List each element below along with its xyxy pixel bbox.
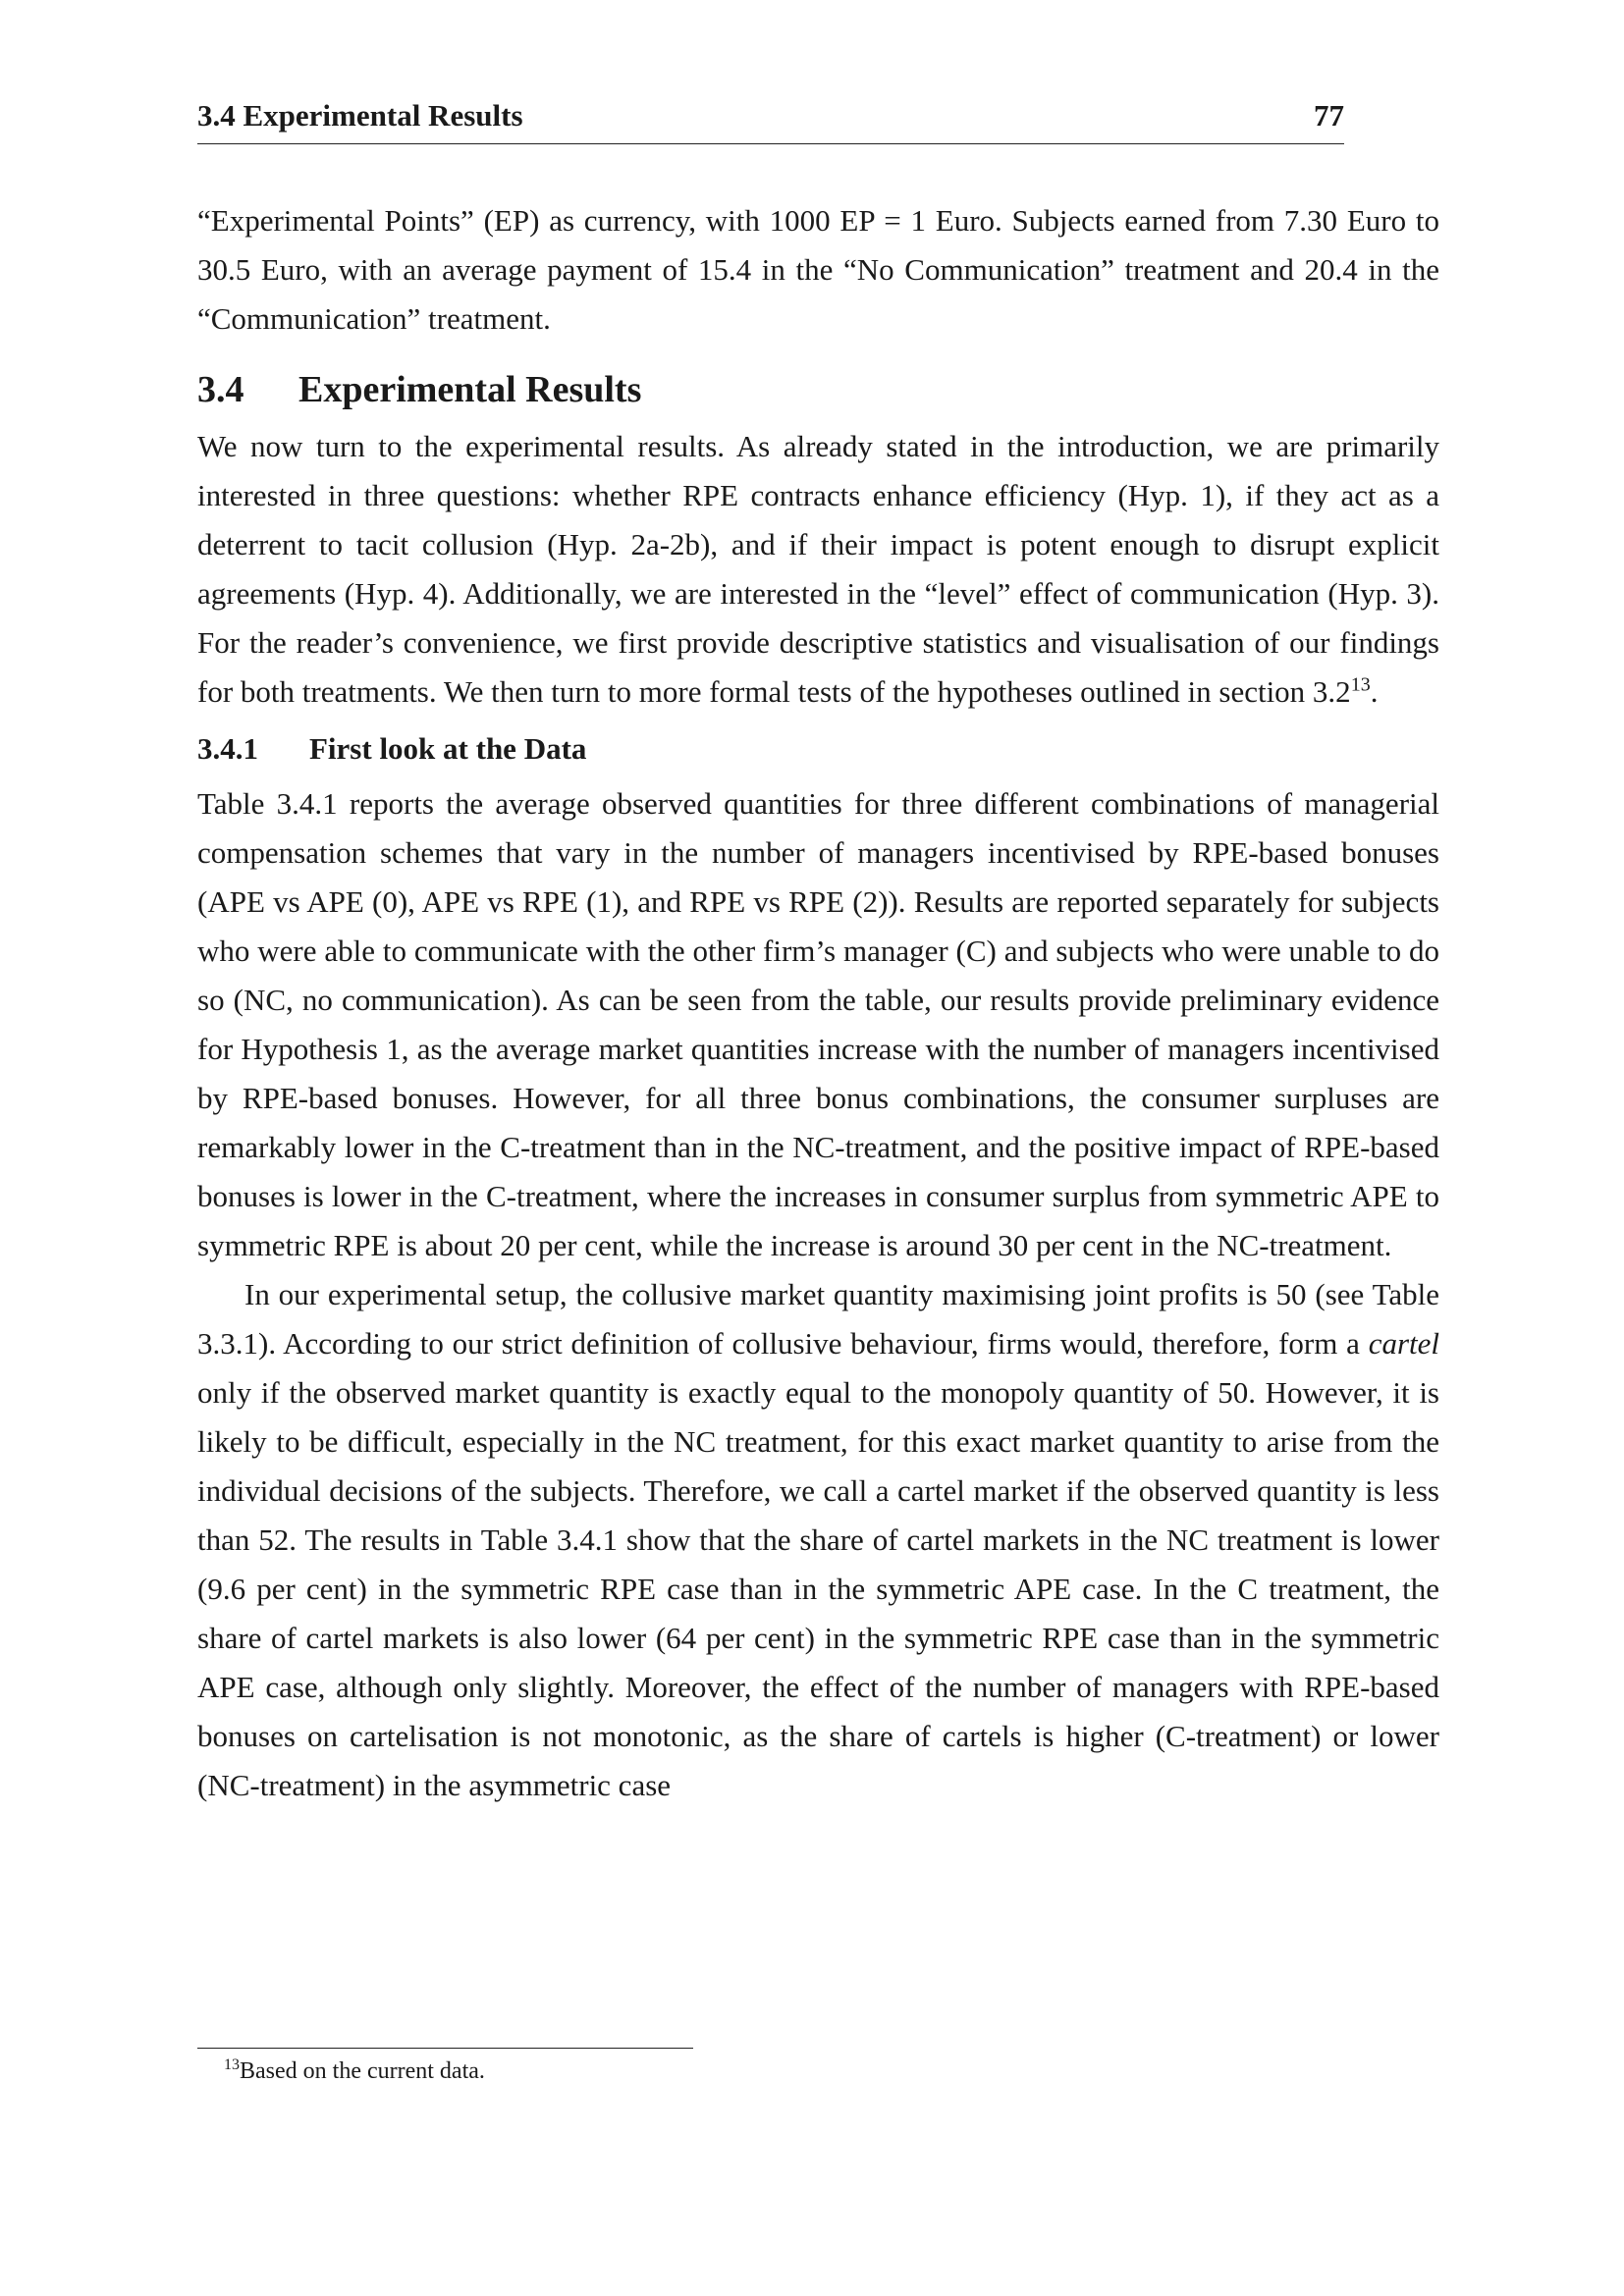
subsection-title: First look at the Data [309, 731, 587, 766]
subsection-paragraph-2 [197, 1270, 1439, 1810]
subsection-heading [197, 724, 1439, 774]
body-text [197, 196, 1439, 1810]
intro-paragraph: “Experimental Points” (EP) as currency, with 1000 EP = 1 Euro. Subjects earned from 7.30 Euro to 30.5 Euro, with an average payment of 15.4 in the “No Communication” treatment and 20.4 in the “Communication” treatment. [197, 203, 1439, 336]
section-paragraph [197, 422, 1439, 717]
running-head [197, 98, 1344, 144]
paragraph-2-after-italic: only if the observed market quantity is exactly equal to the monopoly quantity of 50. However, it is likely to be difficult, especially in the NC treatment, for this exact market quantity to arise from the individual decisions of the subjects. Therefore, we call a cartel market if the observed quantity is less than 52. The results in Table 3.4.1 show that the share of cartel markets in the NC treatment is lower (9.6 per cent) in the symmetric RPE case than in the symmetric APE case. In the C treatment, the share of cartel markets is also lower (64 per cent) in the symmetric RPE case than in the symmetric APE case, although only slightly. Moreover, the effect of the number of managers with RPE-based bonuses on cartelisation is not monotonic, as the share of cartels is higher (C-treatment) or lower (NC-treatment) in the asymmetric case [197, 1375, 1439, 1802]
section-number: 3.4 [197, 369, 244, 410]
subsection-number: 3.4.1 [197, 731, 258, 766]
footnote-reference: 13 [1350, 673, 1371, 696]
cartel-term: cartel [1368, 1326, 1439, 1361]
section-paragraph-text: We now turn to the experimental results. As already stated in the introduction, we are primarily interested in three questions: whether RPE contracts enhance efficiency (Hyp. 1), if they act as a deterrent to tacit collusion (Hyp. 2a-2b), and if their impact is potent enough to disrupt explicit agreements (Hyp. 4). Additionally, we are interested in the “level” effect of communication (Hyp. 3). For the reader’s convenience, we first provide descriptive statistics and visualisation of our findings for both treatments. We then turn to more formal tests of the hypotheses outlined in section 3.2 [197, 429, 1439, 709]
subsection-paragraph-1: Table 3.4.1 reports the average observed quantities for three different combinations of managerial compensation schemes that vary in the number of managers incentivised by RPE-based bonuses (APE vs APE (0), APE vs RPE (1), and RPE vs RPE (2)). Results are reported separately for subjects who were able to communicate with the other firm’s manager (C) and subjects who were unable to do so (NC, no communication). As can be seen from the table, our results provide preliminary evidence for Hypothesis 1, as the average market quantities increase with the number of managers incentivised by RPE-based bonuses. However, for all three bonus combinations, the consumer surpluses are remarkably lower in the C-treatment than in the NC-treatment, and the positive impact of RPE-based bonuses is lower in the C-treatment, where the increases in consumer surplus from symmetric APE to symmetric RPE is about 20 per cent, while the increase is around 30 per cent in the NC-treatment. [197, 786, 1439, 1262]
footnote-marker: 13 [224, 2056, 240, 2073]
footnote-rule [197, 2048, 693, 2049]
running-head-title: 3.4 Experimental Results [197, 98, 523, 133]
footnote-text: Based on the current data. [240, 2058, 485, 2084]
section-title: Experimental Results [298, 369, 642, 410]
page-number: 77 [1314, 98, 1344, 133]
section-paragraph-end: . [1370, 674, 1379, 709]
paragraph-2-before-italic: In our experimental setup, the collusive market quantity maximising joint profits is 50 (see Table 3.3.1). According to our strict definition of collusive behaviour, firms would, therefore, form a [197, 1277, 1439, 1361]
footnote [224, 2056, 485, 2087]
section-heading [197, 365, 1439, 414]
